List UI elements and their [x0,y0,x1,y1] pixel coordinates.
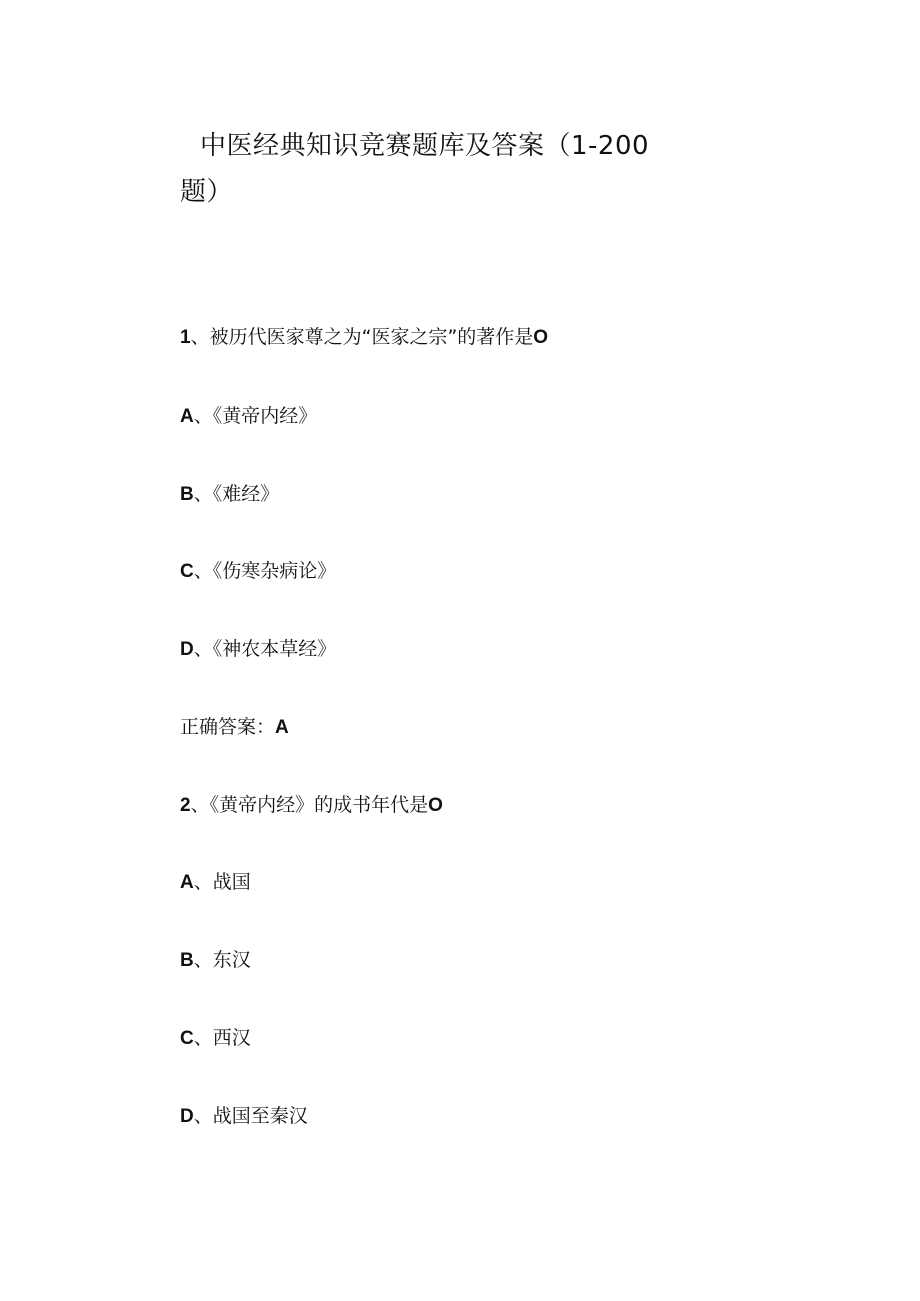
question-1-option-d [180,636,336,663]
document-title: 中医经典知识竞赛题库及答案（1-200题） [180,131,650,207]
question-1-answer [180,714,289,741]
option-letter: D [180,639,194,660]
question-1-option-c [180,558,336,585]
answer-blank: O [428,795,443,816]
option-letter: C [180,561,194,582]
question-2-option-a [180,869,251,896]
question-2-option-c [180,1025,251,1052]
option-letter: A [180,406,194,427]
question-number: 1 [180,327,191,348]
option-letter: C [180,1028,194,1049]
question-2-option-d [180,1103,308,1130]
option-text: 西汉 [212,1027,251,1049]
question-2-option-b [180,947,251,974]
question-number: 2 [180,795,191,816]
option-text: 《黄帝内经》 [212,405,318,427]
option-letter: B [180,950,194,971]
option-separator: 、 [193,1105,213,1127]
option-separator: 、 [193,560,213,582]
option-text: 东汉 [212,949,251,971]
question-1-option-b [180,481,279,508]
answer-label: 正确答案： [180,716,276,738]
question-text: 《黄帝内经》的成书年代是 [209,794,429,816]
option-separator: 、 [193,483,213,505]
option-text: 战国 [212,871,251,893]
answer-value: A [275,717,289,738]
option-letter: A [180,872,194,893]
question-1-option-a [180,403,317,430]
option-text: 《难经》 [212,483,280,505]
question-separator: 、 [190,326,210,348]
question-text: 被历代医家尊之为“医家之宗”的著作是 [209,326,534,348]
option-letter: B [180,484,194,505]
option-separator: 、 [193,405,213,427]
question-separator: 、 [190,794,210,816]
option-separator: 、 [193,638,213,660]
option-text: 战国至秦汉 [212,1105,308,1127]
option-separator: 、 [193,949,213,971]
option-letter: D [180,1106,194,1127]
question-1-stem [180,324,548,351]
option-text: 《神农本草经》 [212,638,337,660]
question-2-stem [180,792,443,819]
option-separator: 、 [193,871,213,893]
option-text: 《伤寒杂病论》 [212,560,337,582]
answer-blank: O [533,327,549,348]
option-separator: 、 [193,1027,213,1049]
